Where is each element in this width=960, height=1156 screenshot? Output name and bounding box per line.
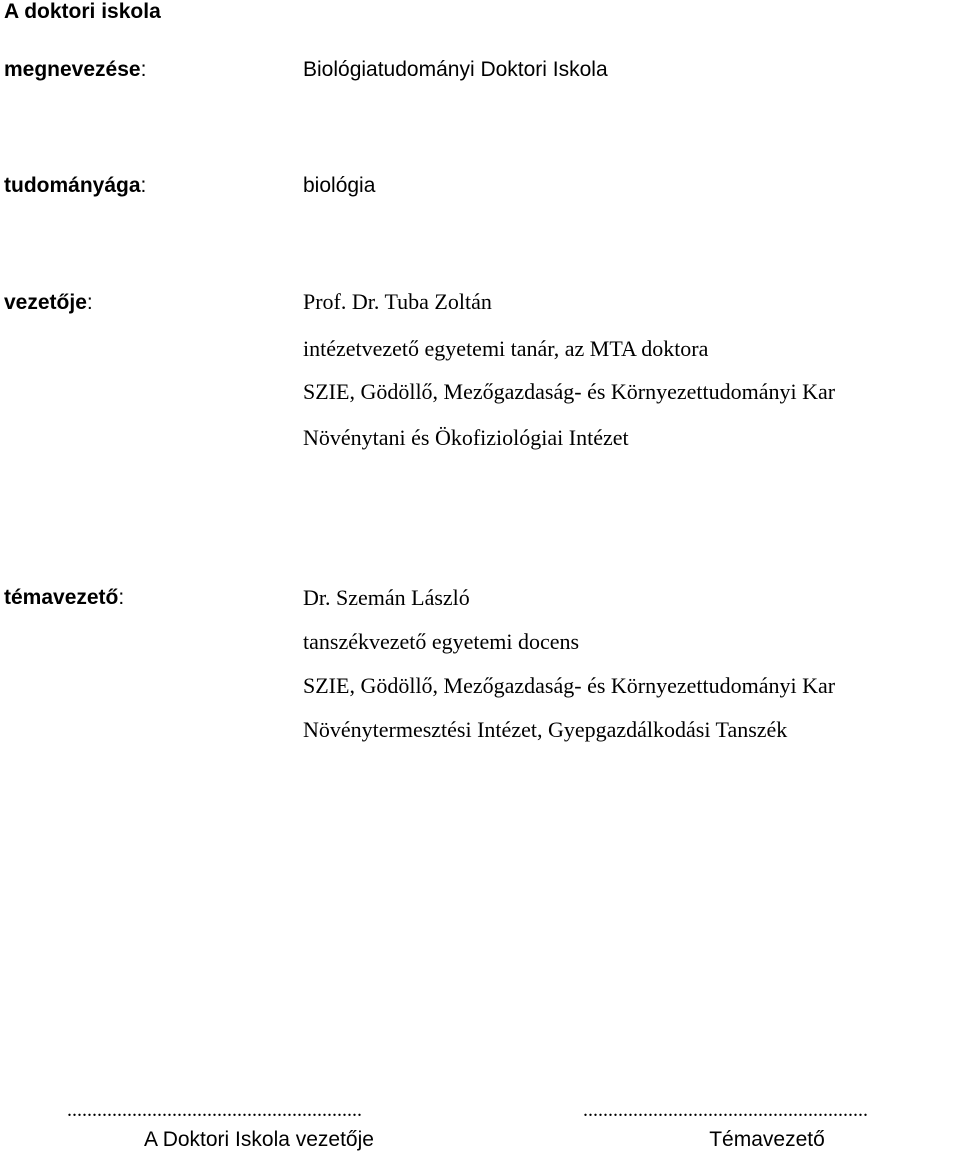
field-label	[4, 174, 146, 198]
school-leader-signature-label: A Doktori Iskola vezetője	[144, 1128, 374, 1151]
school-name-label-text: megnevezése	[4, 58, 141, 81]
supervisor-department: Növénytermesztési Intézet, Gyepgazdálkodási Tanszék	[303, 717, 788, 742]
supervisor-signature-line: .........................................................	[583, 1100, 868, 1120]
school-leader-signature-line: ...........................................................	[67, 1100, 362, 1120]
supervisor-institution: SZIE, Gödöllő, Mezőgazdaság- és Környezettudományi Kar	[303, 673, 836, 698]
supervisor-label	[4, 586, 124, 610]
school-name-label-colon: :	[140, 58, 147, 81]
leader-label	[4, 291, 93, 315]
supervisor-label-text: témavezető	[4, 586, 119, 609]
doctoral-school-title: A doktori iskola	[4, 0, 161, 23]
supervisor-title: tanszékvezető egyetemi docens	[303, 629, 580, 654]
leader-title: intézetvezető egyetemi tanár, az MTA doktora	[303, 336, 709, 361]
supervisor-label-colon: :	[118, 586, 125, 609]
leader-label-text: vezetője	[4, 291, 87, 314]
field-value: biológia	[303, 174, 376, 197]
field-label-text: tudományága	[4, 174, 141, 197]
doctoral-school-heading	[4, 0, 161, 24]
leader-institute: Növénytani és Ökofiziológiai Intézet	[303, 425, 629, 450]
leader-name: Prof. Dr. Tuba Zoltán	[303, 289, 492, 314]
school-name-value: Biológiatudományi Doktori Iskola	[303, 58, 608, 81]
field-label-colon: :	[140, 174, 147, 197]
supervisor-signature-label: Témavezető	[709, 1128, 825, 1151]
leader-label-colon: :	[86, 291, 93, 314]
supervisor-name: Dr. Szemán László	[303, 585, 470, 610]
leader-institution: SZIE, Gödöllő, Mezőgazdaság- és Környezettudományi Kar	[303, 379, 836, 404]
school-name-label	[4, 58, 146, 82]
